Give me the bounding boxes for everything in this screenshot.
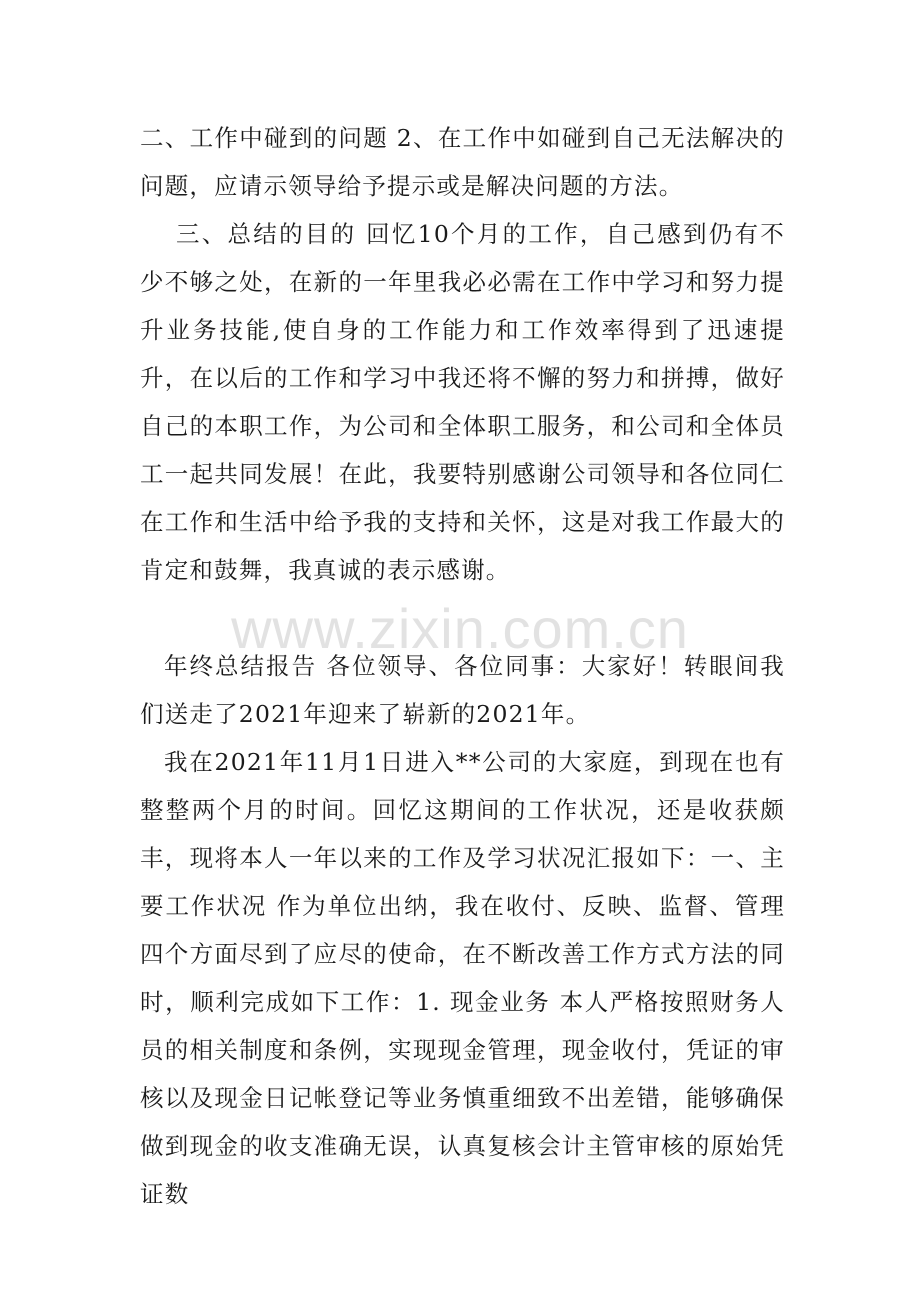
- paragraph-work-problems: 二、工作中碰到的问题 2、在工作中如碰到自己无法解决的问题，应请示领导给予提示或是解决问题的方法。: [140, 124, 785, 200]
- watermark-logo: www.zixin.com.cn: [231, 597, 689, 660]
- paragraph-report-greeting: 年终总结报告 各位领导、各位同事：大家好！转眼间我们送走了2021年迎来了崭新的2021年。: [140, 652, 785, 728]
- paragraph-summary-purpose: 三、总结的目的 回忆10个月的工作，自己感到仍有不少不够之处，在新的一年里我必必需在工作中学习和努力提升业务技能,使自身的工作能力和工作效率得到了迅速提升，在以后的工作和学习中我还将不懈的努力和拼搏，做好自己的本职工作，为公司和全体职工服务，和公司和全体员工一起共同发展！在此，我要特别感谢公司领导和各位同仁在工作和生活中给予我的支持和关怀，这是对我工作最大的肯定和鼓舞，我真诚的表示感谢。: [140, 220, 785, 584]
- paragraph-work-status: 我在2021年11月1日进入**公司的大家庭，到现在也有整整两个月的时间。回忆这期间的工作状况，还是收获颇丰，现将本人一年以来的工作及学习状况汇报如下：一、主要工作状况 作为单位出纳，我在收付、反映、监督、管理四个方面尽到了应尽的使命，在不断改善工作方式方法的同时，顺利完成如下工作：1. 现金业务 本人严格按照财务人员的相关制度和条例，实现现金管理，现金收付，凭证的审核以及现金日记帐登记等业务慎重细致不出差错，能够确保做到现金的收支准确无误，认真复核会计主管审核的原始凭证数: [140, 748, 785, 1208]
